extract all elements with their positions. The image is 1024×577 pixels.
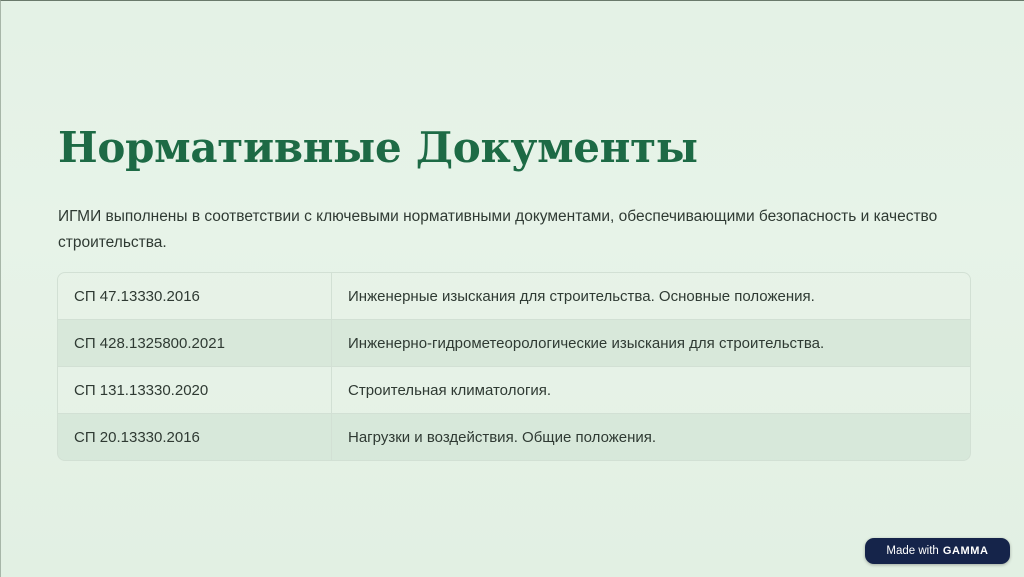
table-row [58,367,970,414]
made-with-gamma-badge[interactable] [865,538,1010,564]
document-code: СП 131.13330.2020 [58,367,332,413]
document-code: СП 20.13330.2016 [58,414,332,460]
badge-prefix-text: Made with [886,545,939,557]
document-description: Нагрузки и воздействия. Общие положения. [348,428,657,446]
slide-title: Нормативные Документы [58,123,698,172]
gamma-logo: GAMMA [942,545,989,557]
document-code: СП 428.1325800.2021 [58,320,332,366]
table-row [58,273,970,320]
slide-subtitle: ИГМИ выполнены в соответствии с ключевыми нормативными документами, обеспечивающими безопасность и качество строительства. [58,208,938,251]
documents-table [57,272,971,461]
document-description: Инженерно-гидрометеорологические изыскания для строительства. [348,334,825,352]
document-code: СП 47.13330.2016 [58,273,332,319]
table-row [58,320,970,367]
document-description: Строительная климатология. [348,381,552,399]
document-description: Инженерные изыскания для строительства. Основные положения. [348,287,815,305]
table-row [58,414,970,460]
